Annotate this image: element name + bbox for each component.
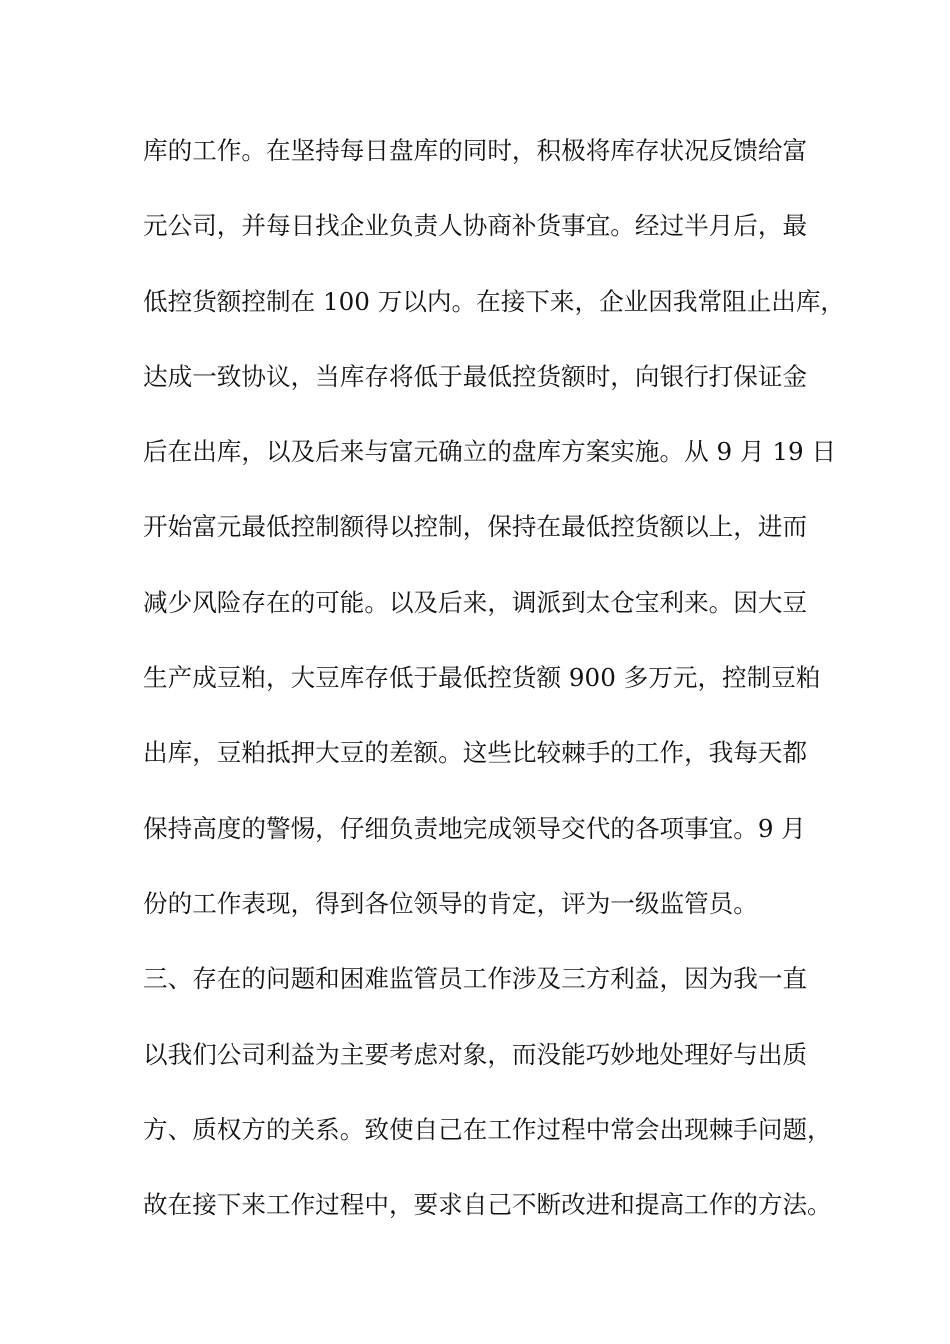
text-line-2: 元公司，并每日找企业负责人协商补货事宜。经过半月后，最 xyxy=(143,211,808,241)
text-line-6: 开始富元最低控制额得以控制，保持在最低控货额以上，进而 xyxy=(143,512,808,542)
text-line-5: 后在出库，以及后来与富元确立的盘库方案实施。从 9 月 19 日 xyxy=(143,437,837,467)
section-heading-line: 三、存在的问题和困难监管员工作涉及三方利益，因为我一直 xyxy=(143,964,808,994)
text-line-14: 方、质权方的关系。致使自己在工作过程中常会出现棘手问题， xyxy=(143,1114,832,1144)
text-line-1: 库的工作。在坚持每日盘库的同时，积极将库存状况反馈给富 xyxy=(143,136,808,165)
text-line-4: 达成一致协议，当库存将低于最低控货额时，向银行打保证金 xyxy=(143,361,808,391)
text-line-8: 生产成豆粕，大豆库存低于最低控货额 900 多万元，控制豆粕 xyxy=(143,663,821,693)
text-line-15: 故在接下来工作过程中，要求自己不断改进和提高工作的方法。 xyxy=(143,1190,832,1220)
body-text xyxy=(143,128,846,1257)
text-line-9: 出库，豆粕抵押大豆的差额。这些比较棘手的工作，我每天都 xyxy=(143,738,808,768)
text-line-10: 保持高度的警惕，仔细负责地完成领导交代的各项事宜。9 月 xyxy=(143,813,806,843)
text-line-3: 低控货额控制在 100 万以内。在接下来，企业因我常阻止出库， xyxy=(143,286,846,316)
text-line-7: 减少风险存在的可能。以及后来，调派到太仓宝利来。因大豆 xyxy=(143,587,808,617)
text-line-11: 份的工作表现，得到各位领导的肯定，评为一级监管员。 xyxy=(143,888,758,918)
text-line-13: 以我们公司利益为主要考虑对象，而没能巧妙地处理好与出质 xyxy=(143,1039,808,1069)
